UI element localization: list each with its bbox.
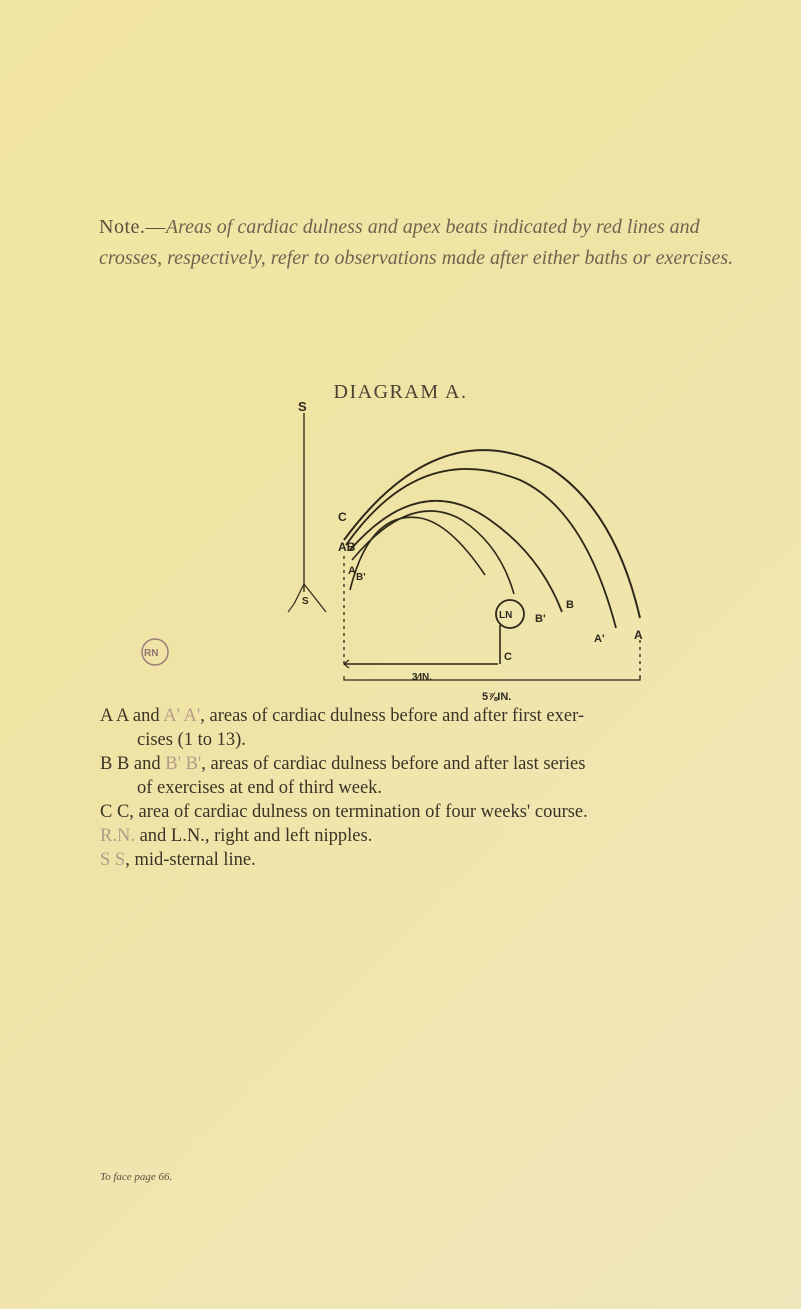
label-b-prime: B' — [535, 613, 546, 625]
sternum-tail — [288, 604, 294, 612]
sternum-mark — [294, 584, 326, 612]
diagram-legend — [100, 704, 750, 872]
label-c-bottom: C — [504, 651, 512, 663]
legend-item-nipples: R.N. and L.N., right and left nipples. — [100, 826, 373, 846]
curve-a-a — [344, 450, 640, 618]
footer-page-ref: To face page 66. — [100, 1171, 173, 1183]
measure-five-in — [344, 676, 640, 680]
legend-item-c: C C, area of cardiac dulness on termination of four weeks' course. — [100, 802, 588, 822]
label-a-prime-right: A' — [594, 633, 605, 645]
label-a: A — [634, 628, 643, 642]
label-ab: AB — [338, 540, 356, 554]
label-b-prime-sub: B' — [356, 572, 366, 583]
legend-item-b: B B and B' B', areas of cardiac dulness before and after last series of exercises at end of third week. — [100, 754, 586, 798]
note-lead: Note.— — [99, 216, 166, 238]
label-a-prime: A — [348, 565, 356, 577]
label-ln: LN — [499, 610, 513, 621]
legend-item-a: A A and A' A', areas of cardiac dulness before and after first exer- cises (1 to 13). — [100, 706, 585, 750]
note-text: Areas of cardiac dulness and apex beats indicated by red lines and crosses, respectively, refer to observations made after either baths or exercises. — [99, 216, 734, 269]
label-three-in: 3⁄IN. — [412, 672, 433, 683]
legend-item-sternal: S S, mid-sternal line. — [100, 850, 256, 870]
label-s-circle: S — [302, 596, 309, 607]
label-b: B — [566, 599, 574, 611]
label-five-in: 5⅞IN. — [482, 691, 512, 703]
label-s-top: S — [298, 399, 307, 414]
diagram-title: DIAGRAM A. — [333, 381, 468, 403]
label-c-top: C — [338, 510, 347, 524]
label-rn: RN — [144, 648, 159, 659]
curve-c-c — [350, 517, 485, 590]
